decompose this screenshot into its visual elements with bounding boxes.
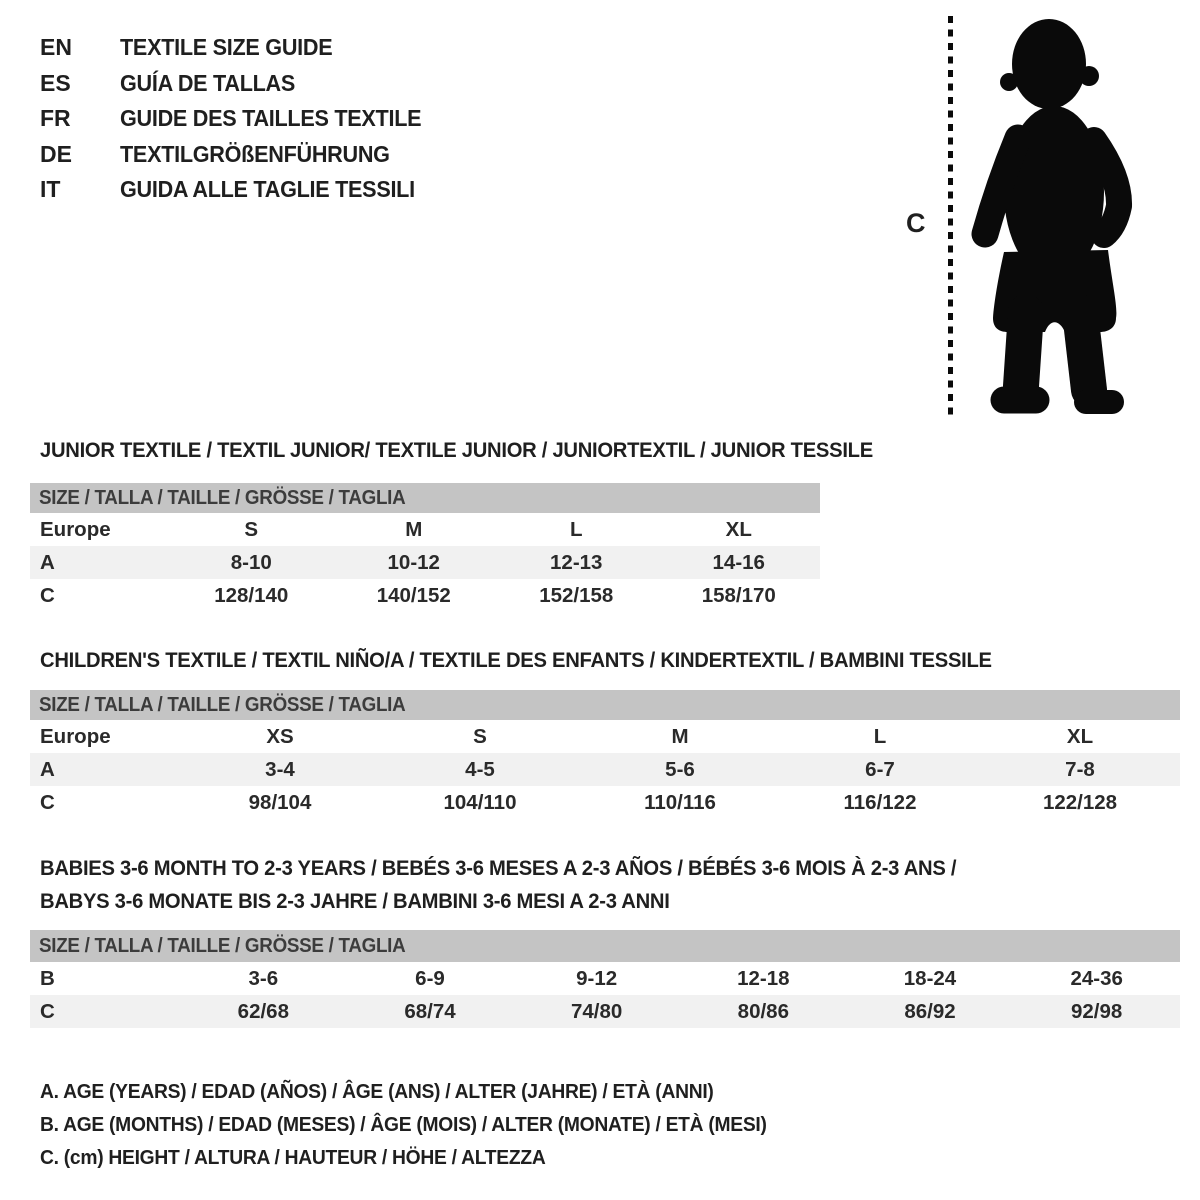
toddler-silhouette-icon bbox=[962, 14, 1142, 418]
table-cell: S bbox=[473, 724, 487, 748]
table-cell: 6-7 bbox=[865, 757, 895, 781]
children-size-table bbox=[30, 690, 1180, 819]
table-cell: 10-12 bbox=[387, 550, 440, 574]
table-cell: 5-6 bbox=[665, 757, 695, 781]
babies-section-title: BABIES 3-6 MONTH TO 2-3 YEARS / BEBÉS 3-6 MESES A 2-3 AÑOS / BÉBÉS 3-6 MOIS À 2-3 ANS / BABYS 3-6 MONATE BIS 2-3 JAHRE / BAMBINI 3-6 MESI A 2-3 ANNI bbox=[40, 856, 957, 913]
table-cell: 9-12 bbox=[576, 966, 618, 990]
table-row bbox=[30, 962, 1180, 995]
row-label-cell: C bbox=[40, 999, 55, 1023]
lang-row-de bbox=[40, 137, 441, 173]
lang-code: IT bbox=[40, 176, 61, 203]
row-label-cell: A bbox=[40, 550, 55, 574]
table-cell: XL bbox=[1066, 724, 1094, 748]
row-label-cell: C bbox=[40, 583, 55, 607]
table-cell: 80/86 bbox=[737, 999, 789, 1023]
guide-title-fr: GUIDE DES TAILLES TEXTILE bbox=[120, 105, 422, 132]
size-header-bar: SIZE / TALLA / TAILLE / GRÖSSE / TAGLIA bbox=[30, 690, 1180, 720]
guide-title-es: GUÍA DE TALLAS bbox=[120, 69, 296, 96]
table-cell: XS bbox=[266, 724, 294, 748]
table-cell: 7-8 bbox=[1065, 757, 1095, 781]
table-cell: 140/152 bbox=[376, 583, 451, 607]
guide-title-en: TEXTILE SIZE GUIDE bbox=[120, 34, 333, 61]
lang-row-en bbox=[40, 30, 441, 66]
legend-line-b: B. AGE (MONTHS) / EDAD (MESES) / ÂGE (MOIS) / ALTER (MONATE) / ETÀ (MESI) bbox=[40, 1112, 767, 1136]
lang-row-fr bbox=[40, 101, 441, 137]
lang-code: FR bbox=[40, 105, 71, 132]
guide-title-de: TEXTILGRÖßENFÜHRUNG bbox=[120, 140, 390, 167]
table-row bbox=[30, 720, 1180, 753]
table-cell: 3-6 bbox=[248, 966, 279, 990]
table-cell: 3-4 bbox=[265, 757, 295, 781]
row-label-cell: B bbox=[40, 966, 55, 990]
table-cell: 12-13 bbox=[550, 550, 603, 574]
measurement-legend bbox=[40, 1076, 813, 1174]
language-header bbox=[40, 30, 441, 208]
junior-size-table bbox=[30, 483, 820, 612]
table-cell: 8-10 bbox=[230, 550, 272, 574]
table-cell: S bbox=[244, 517, 259, 541]
table-cell: 128/140 bbox=[214, 583, 289, 607]
table-cell: 158/170 bbox=[701, 583, 776, 607]
children-section-title: CHILDREN'S TEXTILE / TEXTIL NIÑO/A / TEXTILE DES ENFANTS / KINDERTEXTIL / BAMBINI TESSILE bbox=[40, 648, 992, 672]
babies-size-table bbox=[30, 930, 1180, 1028]
table-cell: M bbox=[405, 517, 423, 541]
lang-row-es bbox=[40, 66, 441, 102]
legend-line-a: A. AGE (YEARS) / EDAD (AÑOS) / ÂGE (ANS) / ALTER (JAHRE) / ETÀ (ANNI) bbox=[40, 1080, 714, 1103]
table-cell: 14-16 bbox=[712, 550, 765, 574]
row-label-cell: C bbox=[40, 790, 55, 814]
table-cell: 92/98 bbox=[1071, 999, 1123, 1023]
table-cell: 110/116 bbox=[644, 790, 716, 814]
size-header-bar: SIZE / TALLA / TAILLE / GRÖSSE / TAGLIA bbox=[30, 483, 820, 513]
table-cell: 6-9 bbox=[415, 966, 445, 990]
table-cell: 24-36 bbox=[1070, 966, 1123, 990]
table-cell: 12-18 bbox=[737, 966, 790, 990]
table-cell: 116/122 bbox=[843, 790, 917, 814]
table-cell: 4-5 bbox=[465, 757, 495, 781]
table-cell: L bbox=[873, 724, 887, 748]
table-row bbox=[30, 786, 1180, 819]
table-cell: L bbox=[569, 517, 583, 541]
table-cell: 62/68 bbox=[237, 999, 289, 1023]
table-cell: 104/110 bbox=[443, 790, 517, 814]
table-cell: M bbox=[671, 724, 689, 748]
row-label-cell: A bbox=[40, 757, 55, 781]
table-row bbox=[30, 579, 820, 612]
table-cell: 122/128 bbox=[1042, 790, 1118, 814]
lang-row-it bbox=[40, 172, 441, 208]
table-cell: XL bbox=[725, 517, 752, 541]
table-cell: 18-24 bbox=[903, 966, 957, 990]
table-row bbox=[30, 513, 820, 546]
row-label-cell: Europe bbox=[40, 724, 111, 748]
table-cell: 98/104 bbox=[248, 790, 312, 814]
height-measure-dashed-line bbox=[948, 16, 953, 418]
guide-title-it: GUIDA ALLE TAGLIE TESSILI bbox=[120, 176, 415, 203]
lang-code: DE bbox=[40, 140, 72, 167]
table-row bbox=[30, 546, 820, 579]
lang-code: EN bbox=[40, 34, 72, 61]
height-measure-label: C bbox=[906, 208, 926, 238]
size-header-bar: SIZE / TALLA / TAILLE / GRÖSSE / TAGLIA bbox=[30, 930, 1180, 962]
table-cell: 152/158 bbox=[539, 583, 614, 607]
lang-code: ES bbox=[40, 69, 71, 96]
table-row bbox=[30, 995, 1180, 1028]
table-cell: 86/92 bbox=[904, 999, 956, 1023]
table-cell: 68/74 bbox=[404, 999, 456, 1023]
legend-line-c: C. (cm) HEIGHT / ALTURA / HAUTEUR / HÖHE / ALTEZZA bbox=[40, 1145, 546, 1169]
table-row bbox=[30, 753, 1180, 786]
table-cell: 74/80 bbox=[571, 999, 623, 1023]
junior-section-title: JUNIOR TEXTILE / TEXTIL JUNIOR/ TEXTILE JUNIOR / JUNIORTEXTIL / JUNIOR TESSILE bbox=[40, 438, 873, 462]
row-label-cell: Europe bbox=[40, 517, 111, 541]
